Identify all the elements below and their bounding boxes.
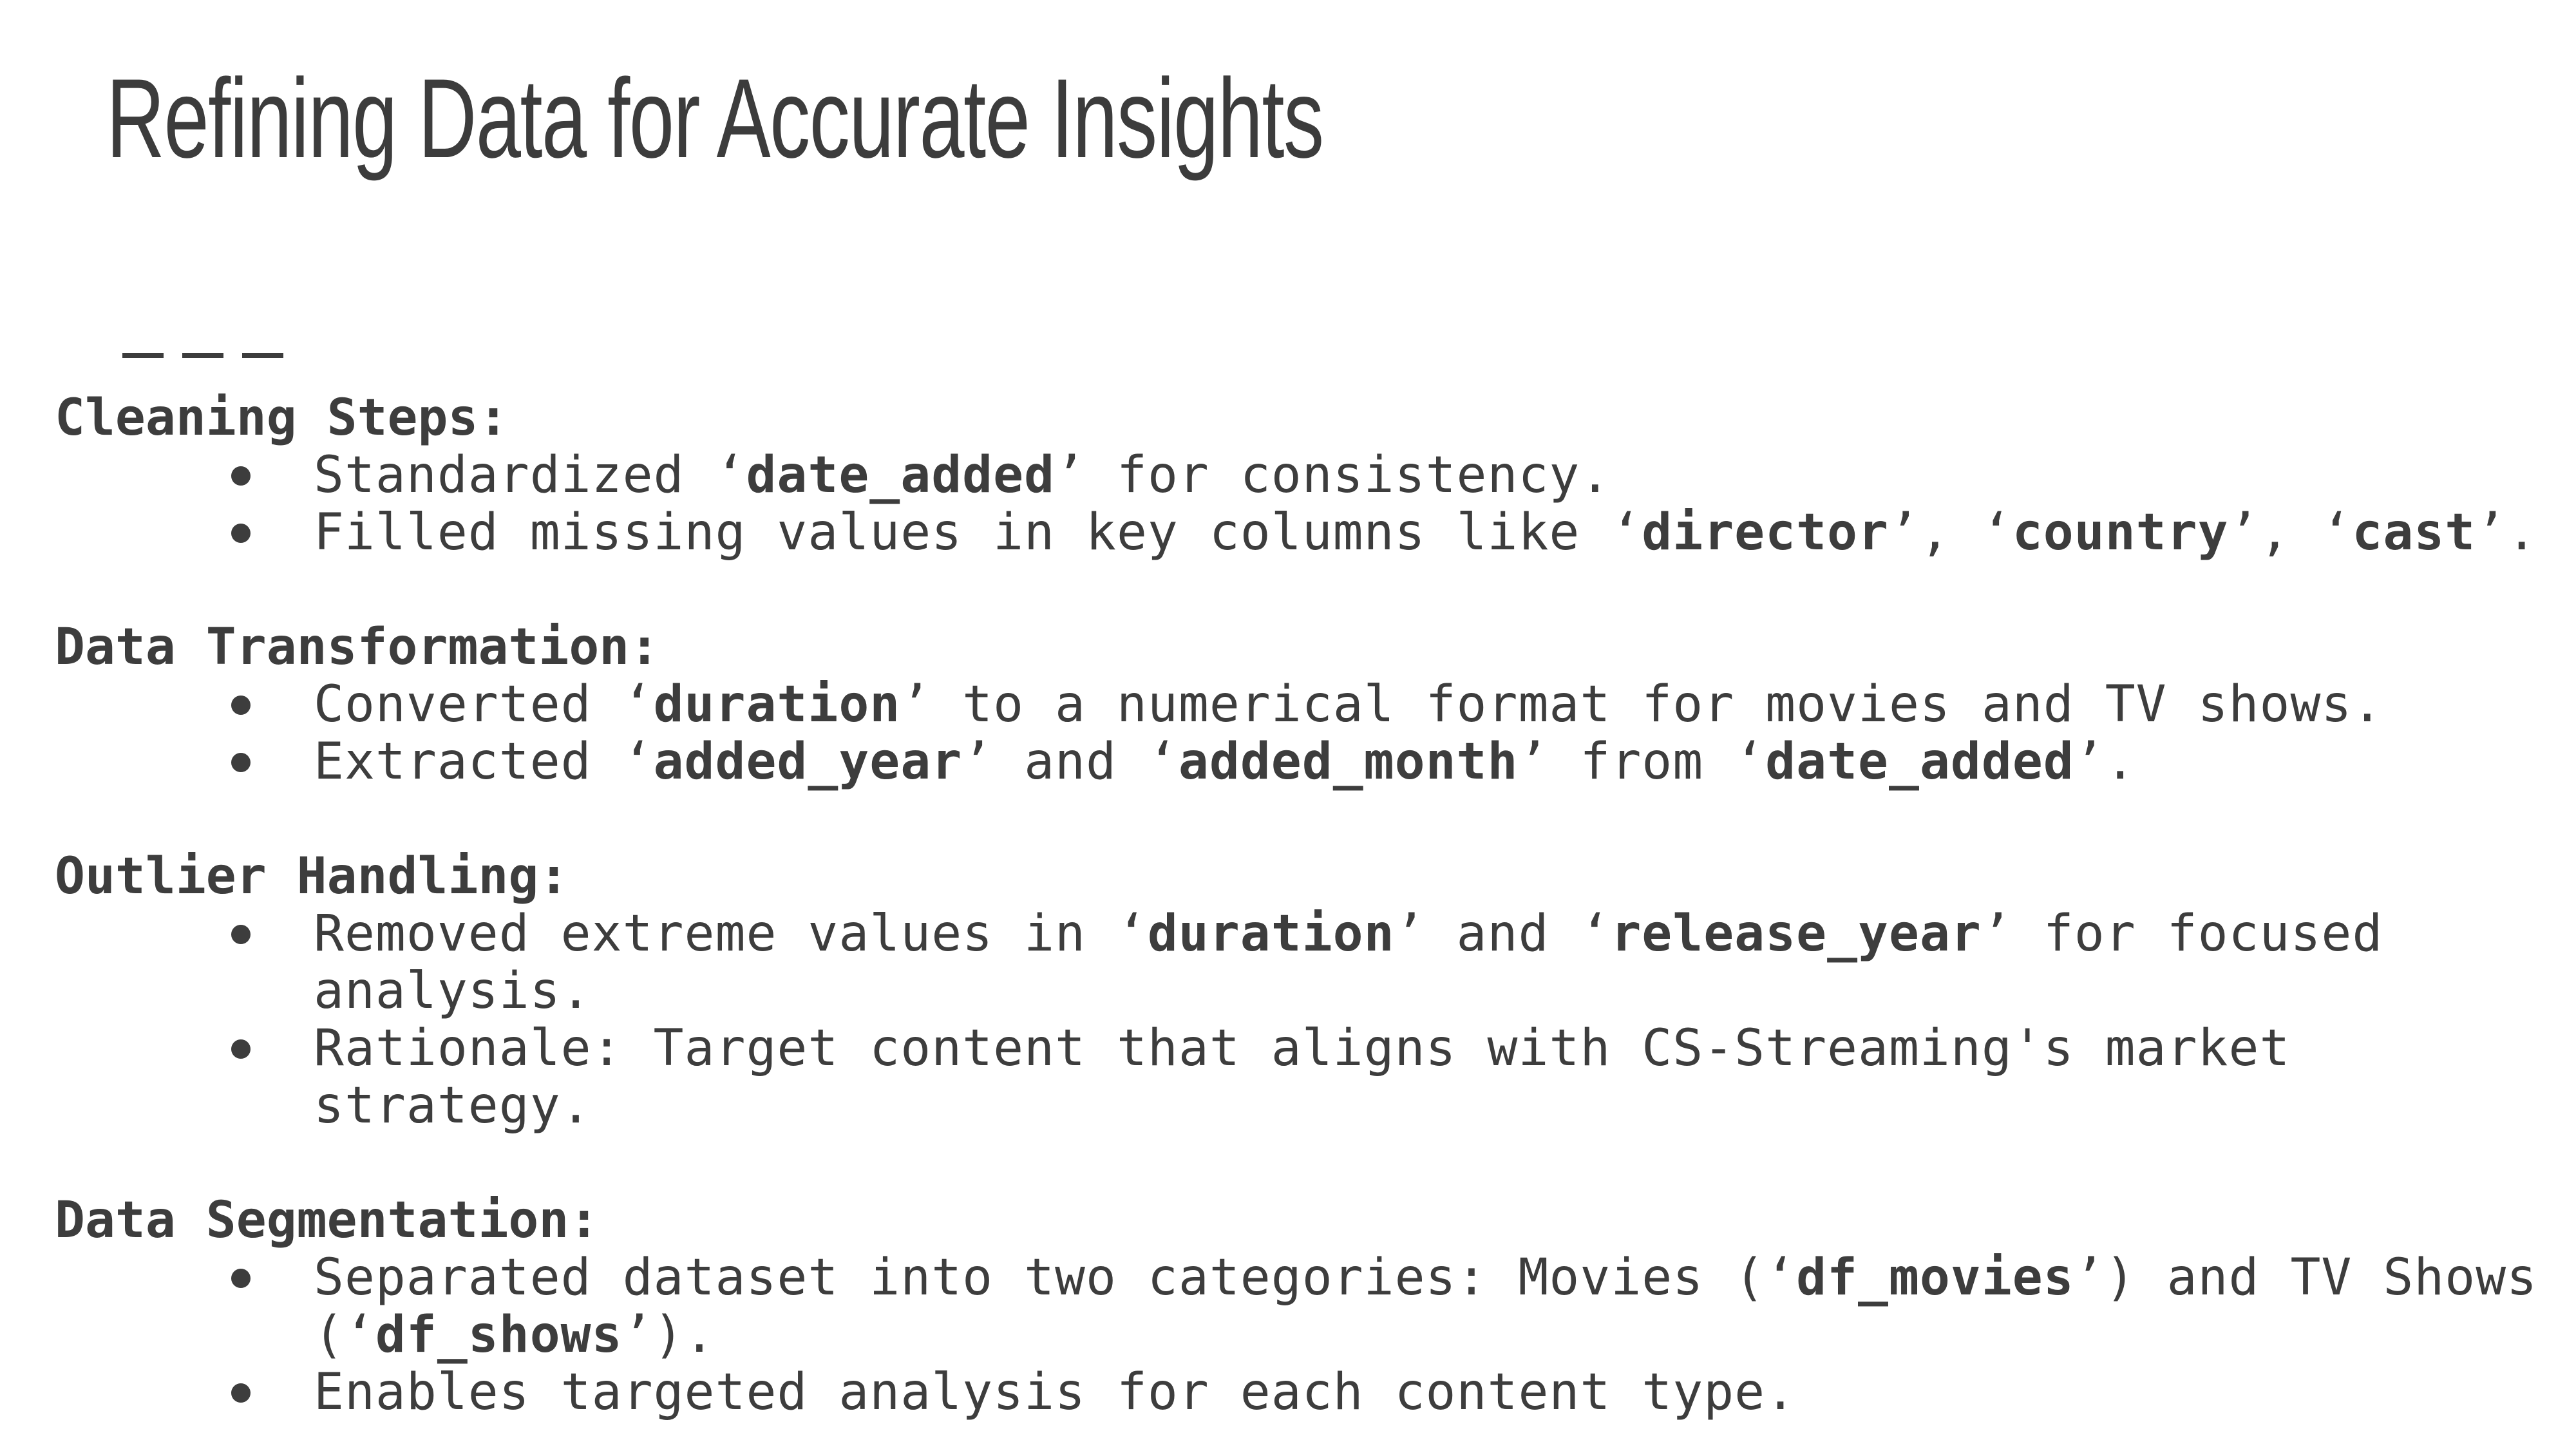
bullet-dot-icon — [231, 1383, 251, 1403]
bullet-dot-icon — [231, 1039, 251, 1059]
section-spacer — [55, 1135, 2566, 1192]
bullet-keyword: release_year — [1611, 905, 1982, 963]
bullet-dot-icon — [231, 696, 251, 715]
bullet-text: Enables targeted analysis for each content type. — [314, 1363, 1797, 1421]
bullet-text: ’. — [2476, 504, 2538, 562]
bullet-item — [55, 504, 2555, 562]
bullet-text: Extracted ‘ — [314, 733, 654, 791]
bullet-dot-icon — [231, 925, 251, 944]
bullet-item — [55, 1364, 2555, 1421]
bullet-keyword: duration — [653, 676, 901, 734]
title-accent-line — [122, 353, 283, 358]
bullet-text: Rationale: Target content that aligns with CS-Streaming's market strategy. — [314, 1019, 2291, 1135]
bullet-keyword: added_year — [653, 733, 963, 791]
bullet-dot-icon — [231, 1269, 251, 1288]
bullet-text: Separated dataset into two categories: Movies (‘ — [314, 1249, 1797, 1307]
slide-body — [55, 390, 2566, 1421]
section-heading: Data Segmentation: — [55, 1191, 600, 1249]
bullet-keyword: duration — [1147, 905, 1395, 963]
bullet-text: ’. — [2074, 733, 2136, 791]
bullet-item — [55, 447, 2555, 504]
bullet-text: ’ and ‘ — [1394, 905, 1611, 963]
bullet-text: Removed extreme values in ‘ — [314, 905, 1148, 963]
bullet-text: ’ for focused analysis. — [314, 905, 2383, 1020]
bullet-keyword: cast — [2352, 504, 2476, 562]
section-heading: Data Transformation: — [55, 618, 660, 676]
bullet-keyword: date_added — [746, 446, 1056, 504]
bullet-keyword: added_month — [1178, 733, 1519, 791]
bullet-text: ’) and TV Shows (‘ — [314, 1249, 2538, 1364]
section-heading: Outlier Handling: — [55, 848, 569, 905]
bullet-text: ’, ‘ — [1888, 504, 2012, 562]
bullet-text: Standardized ‘ — [314, 446, 746, 504]
bullet-text: ’, ‘ — [2228, 504, 2353, 562]
bullet-dot-icon — [231, 753, 251, 772]
bullet-text: ’ to a numerical format for movies and TV shows. — [900, 676, 2383, 734]
bullet-text: ’ from ‘ — [1518, 733, 1766, 791]
section-spacer — [55, 562, 2566, 619]
bullet-keyword: date_added — [1765, 733, 2074, 791]
bullet-keyword: country — [2012, 504, 2229, 562]
bullet-dot-icon — [231, 524, 251, 543]
bullet-item — [55, 676, 2555, 734]
bullet-text: Converted ‘ — [314, 676, 654, 734]
section-spacer — [55, 791, 2566, 848]
bullet-text: ’ and ‘ — [962, 733, 1179, 791]
section-heading: Cleaning Steps: — [55, 389, 509, 447]
bullet-item — [55, 1249, 2555, 1364]
bullet-text: ’). — [622, 1306, 715, 1364]
bullet-text: ’ for consistency. — [1055, 446, 1611, 504]
bullet-item — [55, 734, 2555, 791]
bullet-item — [55, 1020, 2555, 1135]
bullet-keyword: director — [1642, 504, 1889, 562]
bullet-keyword: df_shows — [375, 1306, 623, 1364]
bullet-item — [55, 905, 2555, 1020]
bullet-keyword: df_movies — [1796, 1249, 2074, 1307]
slide-title: Refining Data for Accurate Insights — [106, 56, 1323, 182]
bullet-text: Filled missing values in key columns like ‘ — [314, 504, 1642, 562]
bullet-dot-icon — [231, 466, 251, 486]
